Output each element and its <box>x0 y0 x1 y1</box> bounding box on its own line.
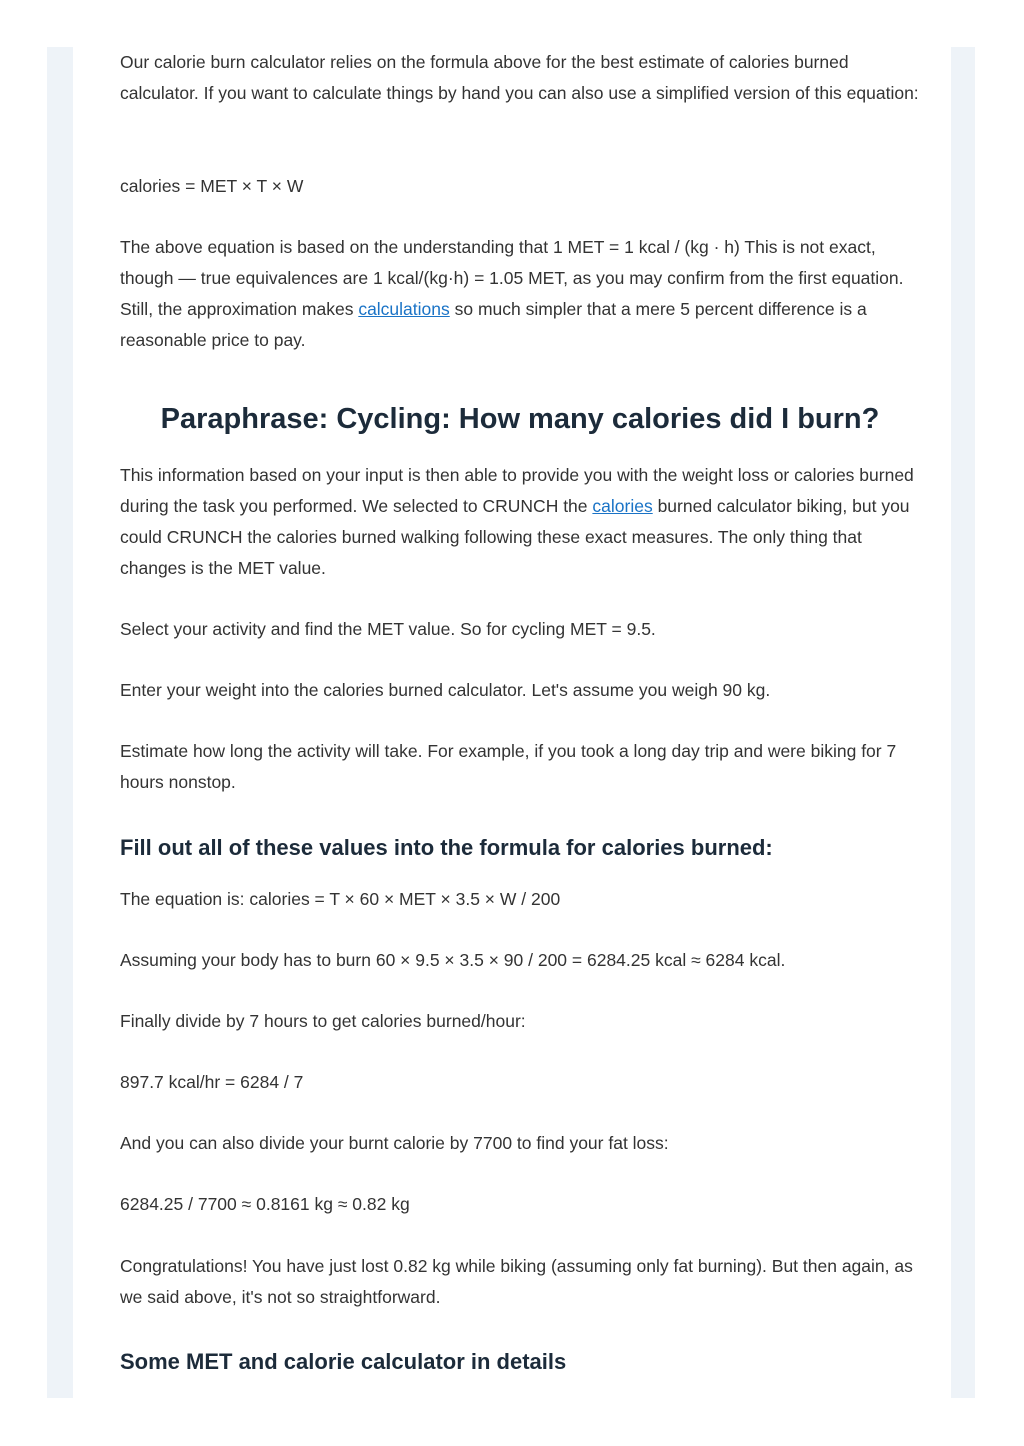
paragraph-congratulations: Congratulations! You have just lost 0.82 kg while biking (assuming only fat burning). But then again, as we said above, it's not so straightforward. <box>120 1256 913 1307</box>
paragraph-weight-loss-text-1: This information based on your input is then able to provide you with the weight loss or calories burned during the task you performed. We selected to CRUNCH the <box>120 465 914 516</box>
article-content <box>73 47 951 1398</box>
paragraph-select-activity: Select your activity and find the MET value. So for cycling MET = 9.5. <box>120 619 656 639</box>
paragraph-per-hour-result: 897.7 kcal/hr = 6284 / 7 <box>120 1072 304 1092</box>
paragraph-simplified-intro: Our calorie burn calculator relies on the formula above for the best estimate of calories burned calculator. If you want to calculate things by hand you can also use a simplified version of this equation: <box>120 52 919 103</box>
calories-link[interactable]: calories <box>592 496 653 516</box>
paragraph-fat-loss-result: 6284.25 / 7700 ≈ 0.8161 kg ≈ 0.82 kg <box>120 1194 410 1214</box>
paragraph-total-burn: Assuming your body has to burn 60 × 9.5 × 3.5 × 90 / 200 = 6284.25 kcal ≈ 6284 kcal. <box>120 950 786 970</box>
calculations-link[interactable]: calculations <box>358 299 450 319</box>
paragraph-approximation <box>120 232 920 356</box>
paragraph-estimate-duration: Estimate how long the activity will take. For example, if you took a long day trip and were biking for 7 hours nonstop. <box>120 741 897 792</box>
paragraph-weight-loss-text-2: burned calculator biking, but you could CRUNCH the calories burned walking following these exact measures. The only thing that changes is the MET value. <box>120 496 910 578</box>
paragraph-enter-weight: Enter your weight into the calories burned calculator. Let's assume you weigh 90 kg. <box>120 680 771 700</box>
paragraph-approximation-text-1: The above equation is based on the understanding that 1 MET = 1 kcal / (kg · h) This is not exact, though — true equivalences are 1 kcal/(kg·h) = 1.05 MET, as you may confirm from the first equation. Still, the approximation makes <box>120 237 904 319</box>
heading-cycling: Paraphrase: Cycling: How many calories did I burn? <box>160 403 880 435</box>
paragraph-weight-loss-info <box>120 460 920 584</box>
heading-fill-values: Fill out all of these values into the formula for calories burned: <box>120 835 773 860</box>
heading-met-details: Some MET and calorie calculator in details <box>120 1349 567 1374</box>
paragraph-divide-hours: Finally divide by 7 hours to get calories burned/hour: <box>120 1011 526 1031</box>
paragraph-equation: The equation is: calories = T × 60 × MET × 3.5 × W / 200 <box>120 889 561 909</box>
paragraph-simple-formula: calories = MET × T × W <box>120 176 304 196</box>
paragraph-fat-loss-intro: And you can also divide your burnt calorie by 7700 to find your fat loss: <box>120 1133 669 1153</box>
paragraph-approximation-text-2: so much simpler that a mere 5 percent difference is a reasonable price to pay. <box>120 299 867 350</box>
